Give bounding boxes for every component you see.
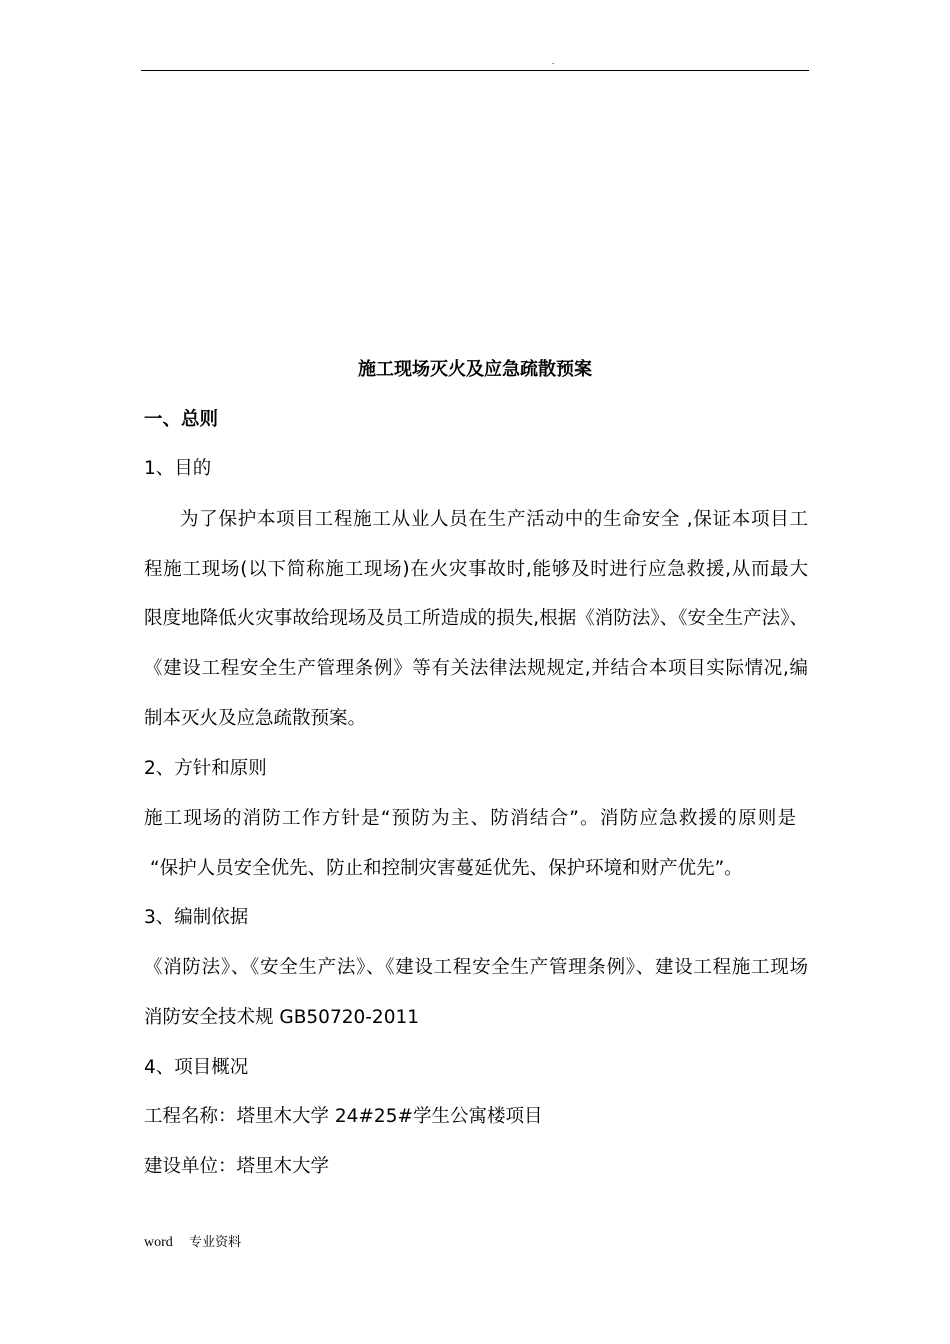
document-title: 施工现场灭火及应急疏散预案 bbox=[358, 359, 592, 380]
paragraph-line: 制本灭火及应急疏散预案。 bbox=[144, 708, 367, 729]
paragraph-line: 限度地降低火灾事故给现场及员工所造成的损失,根据《消防法》、《安全生产法》、 bbox=[144, 608, 808, 629]
paragraph-line: 消防安全技术规 GB50720-2011 bbox=[144, 1007, 420, 1028]
subheading-overview: 4、项目概况 bbox=[144, 1057, 249, 1078]
header-mark: . bbox=[552, 56, 555, 66]
footer-word: word bbox=[144, 1235, 173, 1250]
paragraph-line: 施工现场的消防工作方针是“预防为主、防消结合”。消防应急救援的原则是 bbox=[144, 808, 796, 829]
paragraph-line: 为了保护本项目工程施工从业人员在生产活动中的生命安全 ,保证本项目工 bbox=[180, 509, 808, 530]
footer-label: 专业资料 bbox=[189, 1235, 242, 1250]
project-name-line: 工程名称：塔里木大学 24#25#学生公寓楼项目 bbox=[144, 1106, 543, 1127]
client-line: 建设单位：塔里木大学 bbox=[144, 1156, 330, 1177]
paragraph-line: “保护人员安全优先、防止和控制灾害蔓延优先、保护环境和财产优先”。 bbox=[150, 858, 743, 879]
paragraph-line: 程施工现场(以下简称施工现场)在火灾事故时,能够及时进行应急救援,从而最大 bbox=[144, 559, 808, 580]
subheading-basis: 3、编制依据 bbox=[144, 907, 249, 928]
subheading-principles: 2、方针和原则 bbox=[144, 758, 267, 779]
page-footer bbox=[144, 1234, 241, 1252]
header-rule bbox=[141, 70, 809, 71]
paragraph-line: 《建设工程安全生产管理条例》等有关法律法规规定,并结合本项目实际情况,编 bbox=[144, 658, 808, 679]
subheading-purpose: 1、目的 bbox=[144, 458, 212, 479]
paragraph-line: 《消防法》、《安全生产法》、《建设工程安全生产管理条例》、建设工程施工现场 bbox=[144, 957, 808, 978]
section-heading-general: 一、总则 bbox=[144, 409, 219, 430]
